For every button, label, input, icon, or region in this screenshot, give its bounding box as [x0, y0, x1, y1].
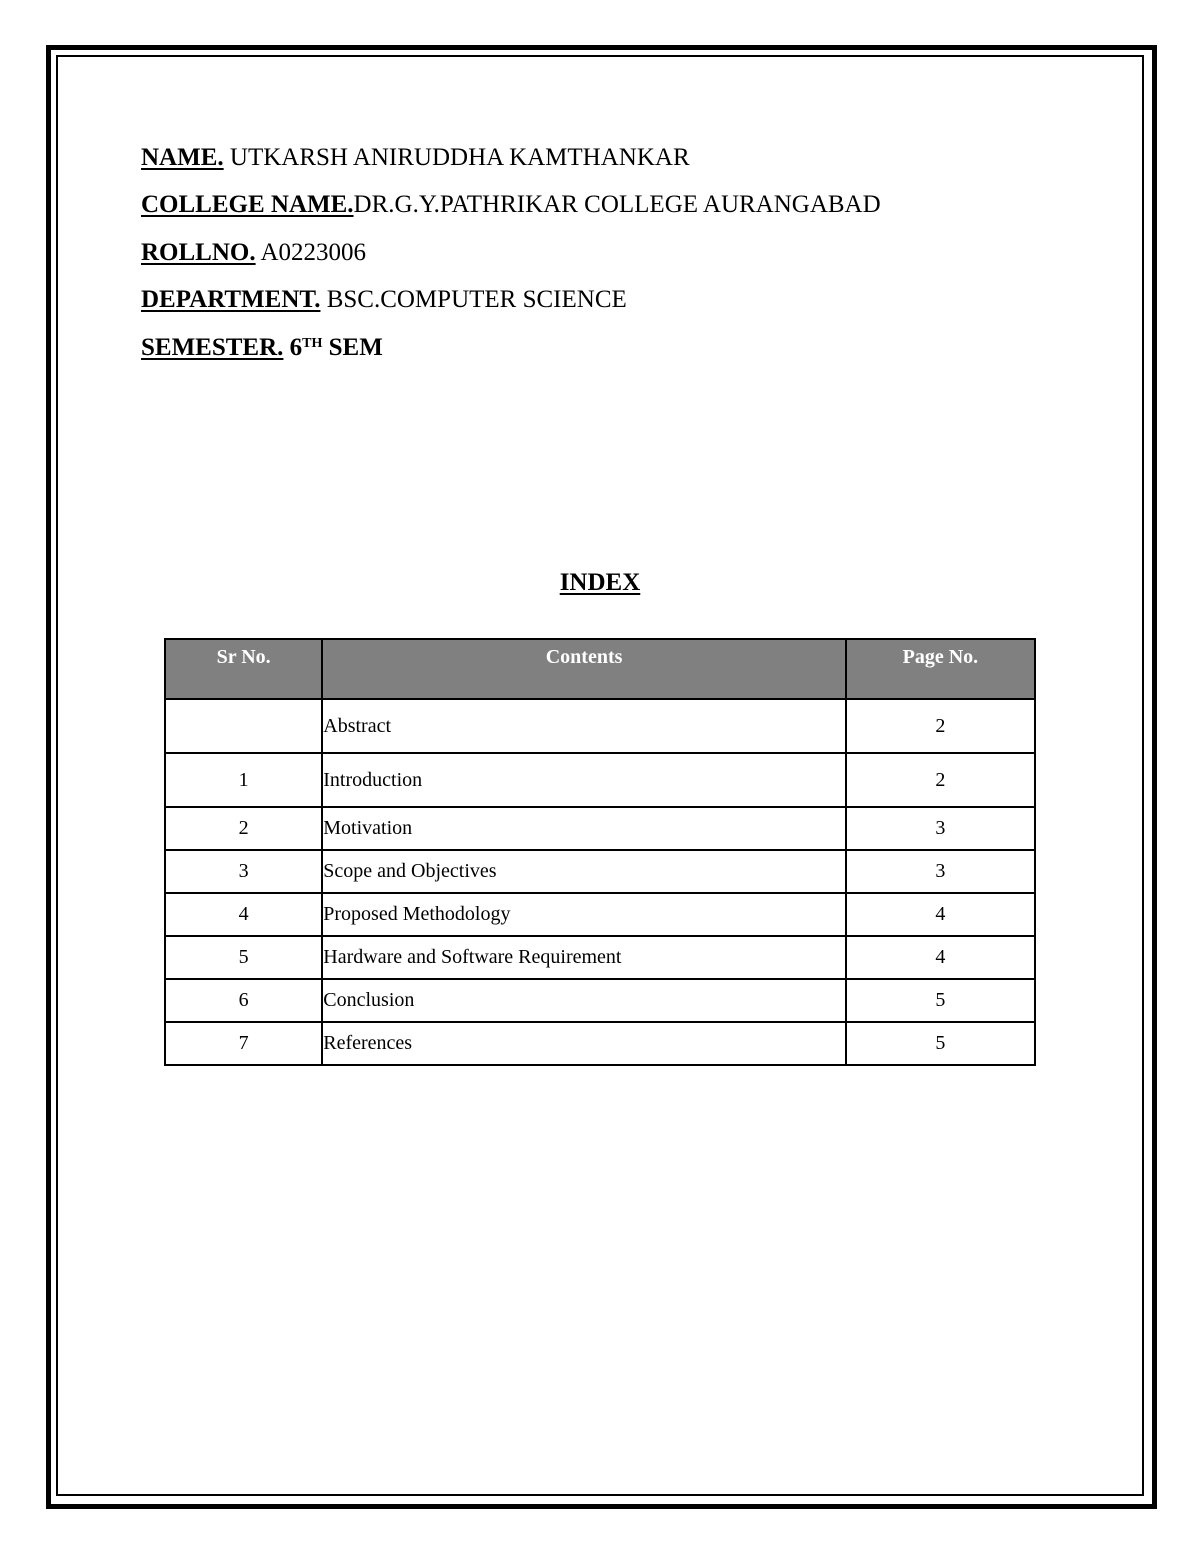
- row-contents: Hardware and Software Requirement: [322, 936, 846, 979]
- row-contents: Scope and Objectives: [322, 850, 846, 893]
- name-label: NAME.: [141, 144, 224, 171]
- semester-label: SEMESTER.: [141, 334, 284, 361]
- row-contents: Introduction: [322, 753, 846, 807]
- semester-suffix: TH: [302, 336, 323, 351]
- table-row: [165, 753, 1035, 807]
- name-value: UTKARSH ANIRUDDHA KAMTHANKAR: [229, 144, 690, 171]
- row-page-no: 3: [846, 850, 1035, 893]
- row-contents: Abstract: [322, 699, 846, 753]
- row-contents: Conclusion: [322, 979, 846, 1022]
- college-value: DR.G.Y.PATHRIKAR COLLEGE AURANGABAD: [353, 191, 881, 218]
- row-contents: Proposed Methodology: [322, 893, 846, 936]
- table-row: [165, 893, 1035, 936]
- row-page-no: 4: [846, 893, 1035, 936]
- semester-line: [141, 333, 383, 363]
- index-title: INDEX: [559, 569, 641, 596]
- semester-value: [290, 334, 383, 361]
- table-row: [165, 699, 1035, 753]
- row-contents: References: [322, 1022, 846, 1065]
- table-row: [165, 1022, 1035, 1065]
- department-label: DEPARTMENT.: [141, 286, 321, 313]
- semester-unit: SEM: [328, 334, 383, 361]
- row-page-no: 3: [846, 807, 1035, 850]
- name-line: [141, 143, 690, 173]
- row-page-no: 2: [846, 753, 1035, 807]
- table-row: [165, 807, 1035, 850]
- row-sr-no: [165, 699, 322, 753]
- department-line: [141, 285, 627, 315]
- table-row: [165, 850, 1035, 893]
- row-sr-no: 4: [165, 893, 322, 936]
- row-sr-no: 6: [165, 979, 322, 1022]
- semester-number: 6: [289, 334, 303, 361]
- table-header-row: [165, 639, 1035, 699]
- roll-label: ROLLNO.: [141, 239, 256, 266]
- table-row: [165, 936, 1035, 979]
- college-line: [141, 190, 881, 220]
- college-label: COLLEGE NAME.: [141, 191, 354, 218]
- row-sr-no: 1: [165, 753, 322, 807]
- row-page-no: 5: [846, 1022, 1035, 1065]
- row-page-no: 5: [846, 979, 1035, 1022]
- row-contents: Motivation: [322, 807, 846, 850]
- header-contents: Contents: [322, 639, 846, 699]
- row-page-no: 4: [846, 936, 1035, 979]
- row-sr-no: 2: [165, 807, 322, 850]
- row-page-no: 2: [846, 699, 1035, 753]
- index-table: [164, 638, 1036, 1066]
- department-value: BSC.COMPUTER SCIENCE: [326, 286, 627, 313]
- table-row: [165, 979, 1035, 1022]
- row-sr-no: 5: [165, 936, 322, 979]
- header-page-no: Page No.: [846, 639, 1035, 699]
- row-sr-no: 3: [165, 850, 322, 893]
- roll-value: A0223006: [260, 239, 367, 266]
- roll-line: [141, 238, 366, 268]
- header-sr-no: Sr No.: [165, 639, 322, 699]
- row-sr-no: 7: [165, 1022, 322, 1065]
